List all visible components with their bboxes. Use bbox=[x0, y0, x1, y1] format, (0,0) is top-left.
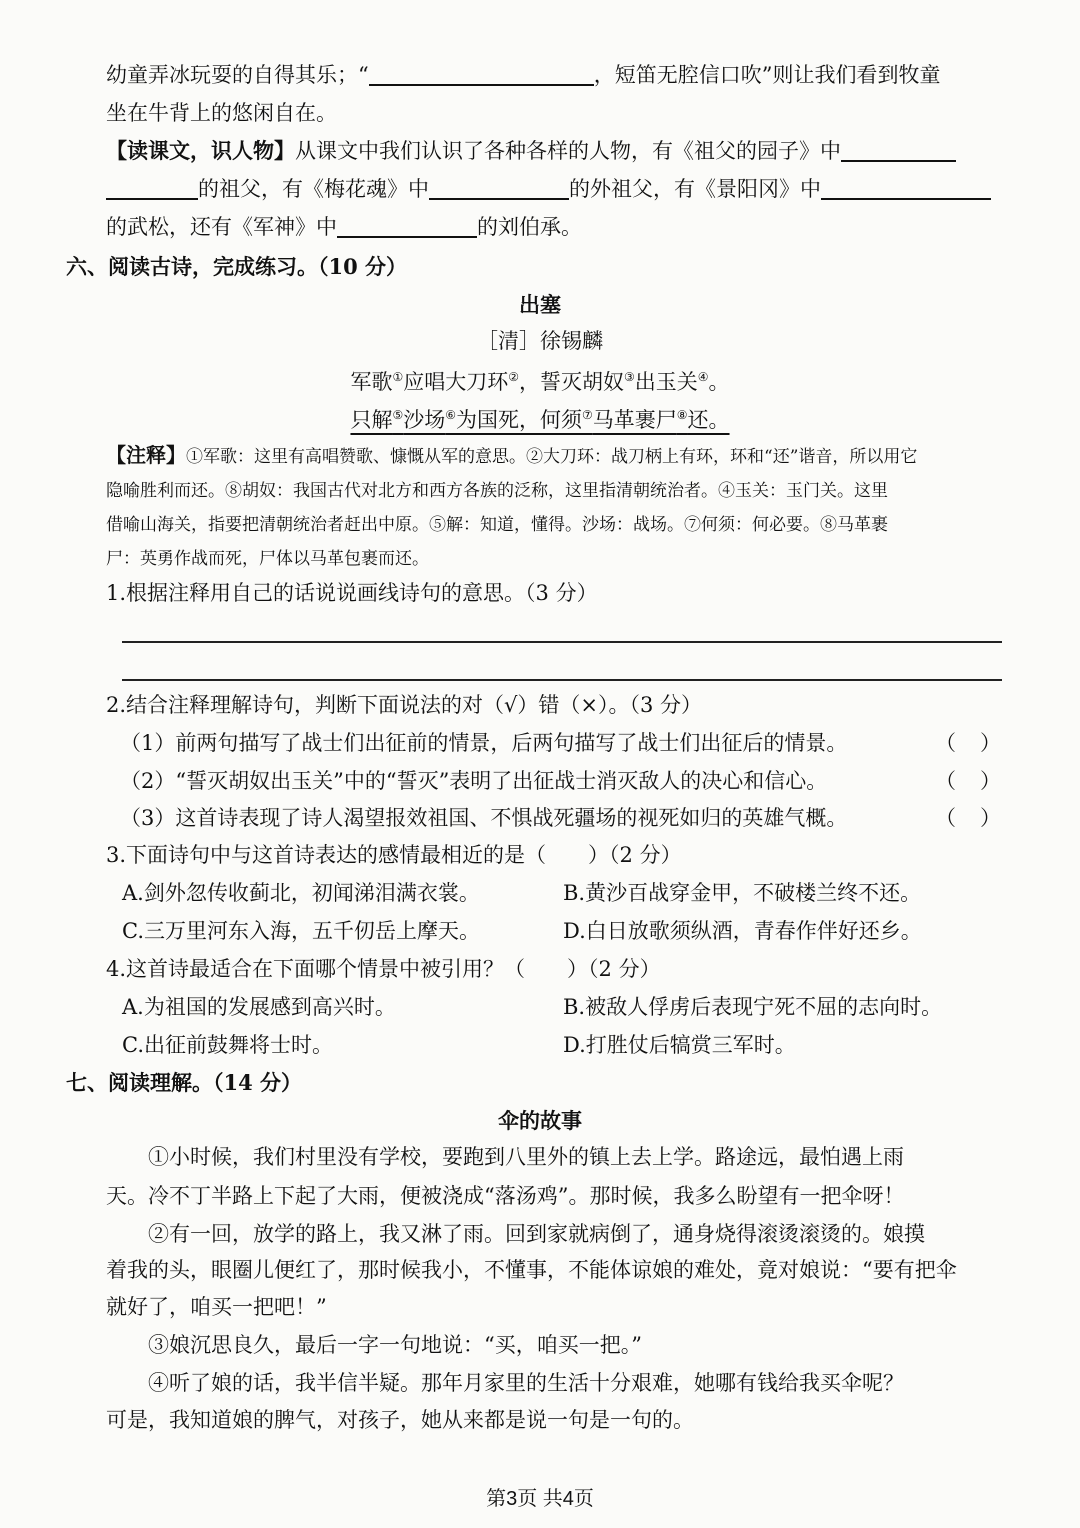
section-6-heading: 六、阅读古诗，完成练习。（10 分） bbox=[66, 254, 408, 279]
poem-line-2-underlined: 只解⑤沙场⑥为国死，何须⑦马革裹尸⑧还。 bbox=[350, 408, 730, 432]
note-label: 【注释】 bbox=[106, 443, 186, 467]
poem-title: 出塞 bbox=[519, 292, 561, 317]
passage-title: 伞的故事 bbox=[498, 1108, 582, 1133]
q3-option-c[interactable]: C.三万里河东入海，五千仞岳上摩天。 bbox=[122, 919, 480, 943]
text: 的武松，还有《军神》中 bbox=[106, 215, 337, 239]
paragraph-2-line-2: 着我的头，眼圈儿便红了，那时候我小，不懂事，不能体谅娘的难处，竟对娘说：“要有把伞 bbox=[106, 1258, 957, 1282]
q2-item-3: （3）这首诗表现了诗人渴望报效祖国、不惧战死疆场的视死如归的英雄气概。 bbox=[120, 806, 848, 830]
answer-blank[interactable] bbox=[337, 214, 477, 238]
paragraph-1-line-1: ①小时候，我们村里没有学校，要跑到八里外的镇上去上学。路途远，最怕遇上雨 bbox=[148, 1145, 904, 1169]
q4-option-b[interactable]: B.被敌人俘虏后表现宁死不屈的志向时。 bbox=[563, 995, 943, 1019]
answer-blank[interactable] bbox=[841, 138, 956, 162]
paragraph-1-line-2: 天。冷不丁半路上下起了大雨，便被浇成“落汤鸡”。那时候，我多么盼望有一把伞呀！ bbox=[106, 1184, 905, 1208]
read-characters-label: 【读课文，识人物】 bbox=[106, 138, 295, 163]
question-3: 3.下面诗句中与这首诗表达的感情最相近的是（ ）（2 分） bbox=[106, 843, 682, 867]
answer-blank[interactable] bbox=[821, 176, 991, 200]
q2-item-2: （2）“誓灭胡奴出玉关”中的“誓灭”表明了出征战士消灭敌人的决心和信心。 bbox=[120, 769, 828, 793]
paragraph-2-line-1: ②有一回，放学的路上，我又淋了雨。回到家就病倒了，通身烧得滚烫滚烫的。娘摸 bbox=[148, 1222, 925, 1246]
question-4: 4.这首诗最适合在下面哪个情景中被引用？（ ）（2 分） bbox=[106, 957, 661, 981]
section-7-heading: 七、阅读理解。（14 分） bbox=[66, 1070, 303, 1095]
question-1: 1.根据注释用自己的话说说画线诗句的意思。（3 分） bbox=[106, 581, 598, 605]
paragraph-4-line-1: ④听了娘的话，我半信半疑。那年月家里的生活十分艰难，她哪有钱给我买伞呢？ bbox=[148, 1371, 904, 1395]
poem-author: ［清］徐锡麟 bbox=[477, 329, 603, 353]
answer-blank[interactable] bbox=[369, 62, 594, 86]
note-line-3: 借喻山海关，指要把清朝统治者赶出中原。⑤解：知道，懂得。沙场：战场。⑦何须：何必要。⑧马革裹 bbox=[106, 515, 888, 535]
text: 的刘伯承。 bbox=[477, 215, 582, 239]
q3-option-d[interactable]: D.白日放歌须纵酒，青春作伴好还乡。 bbox=[563, 919, 922, 943]
paragraph-2-line-3: 就好了，咱买一把吧！” bbox=[106, 1295, 327, 1319]
page-footer: 第3页 共4页 bbox=[486, 1488, 594, 1510]
question-2: 2.结合注释理解诗句，判断下面说法的对（√）错（×）。（3 分） bbox=[106, 693, 703, 717]
q3-option-a[interactable]: A.剑外忽传收蓟北，初闻涕泪满衣裳。 bbox=[122, 881, 480, 905]
text: ，短笛无腔信口吹”则让我们看到牧童 bbox=[593, 63, 941, 87]
q4-option-d[interactable]: D.打胜仗后犒赏三军时。 bbox=[563, 1033, 796, 1057]
text: 从课文中我们认识了各种各样的人物，有《祖父的园子》中 bbox=[295, 139, 841, 163]
answer-line-2[interactable] bbox=[122, 679, 1002, 681]
note-line-2: 隐喻胜利而还。⑧胡奴：我国古代对北方和西方各族的泛称，这里指清朝统治者。④玉关：玉门关。这里 bbox=[106, 481, 888, 501]
fill-line-1 bbox=[106, 60, 1080, 90]
paragraph-4-line-2: 可是，我知道娘的脾气，对孩子，她从来都是说一句是一句的。 bbox=[106, 1408, 694, 1432]
paragraph-3: ③娘沉思良久，最后一字一句地说：“买，咱买一把。” bbox=[148, 1333, 642, 1357]
answer-line-1[interactable] bbox=[122, 641, 1002, 643]
answer-blank[interactable] bbox=[106, 176, 198, 200]
q2-answer-2[interactable]: （ ） bbox=[935, 769, 1001, 793]
poem-line-1: 军歌①应唱大刀环②，誓灭胡奴③出玉关④。 bbox=[350, 370, 730, 394]
read-characters-line-2 bbox=[106, 174, 1080, 204]
fill-line-2 bbox=[106, 98, 1080, 128]
text: 幼童弄冰玩耍的自得其乐；“ bbox=[106, 63, 369, 87]
q4-option-c[interactable]: C.出征前鼓舞将士时。 bbox=[122, 1033, 333, 1057]
answer-blank[interactable] bbox=[429, 176, 569, 200]
q4-option-a[interactable]: A.为祖国的发展感到高兴时。 bbox=[122, 995, 396, 1019]
note-line-1: 【注释】①军歌：这里有高唱赞歌、慷慨从军的意思。②大刀环：战刀柄上有环，环和“还”谐音，所以用它 bbox=[106, 443, 918, 467]
text: 的祖父，有《梅花魂》中 bbox=[198, 177, 429, 201]
q2-item-1: （1）前两句描写了战士们出征前的情景，后两句描写了战士们出征后的情景。 bbox=[120, 731, 848, 755]
read-characters-line-1 bbox=[106, 136, 1080, 166]
text: 坐在牛背上的悠闲自在。 bbox=[106, 101, 337, 125]
q2-answer-1[interactable]: （ ） bbox=[935, 731, 1001, 755]
q3-option-b[interactable]: B.黄沙百战穿金甲，不破楼兰终不还。 bbox=[563, 881, 922, 905]
text: 的外祖父，有《景阳冈》中 bbox=[569, 177, 821, 201]
q2-answer-3[interactable]: （ ） bbox=[935, 806, 1001, 830]
note-line-4: 尸：英勇作战而死，尸体以马革包裹而还。 bbox=[106, 549, 429, 569]
read-characters-line-3 bbox=[106, 212, 1080, 242]
